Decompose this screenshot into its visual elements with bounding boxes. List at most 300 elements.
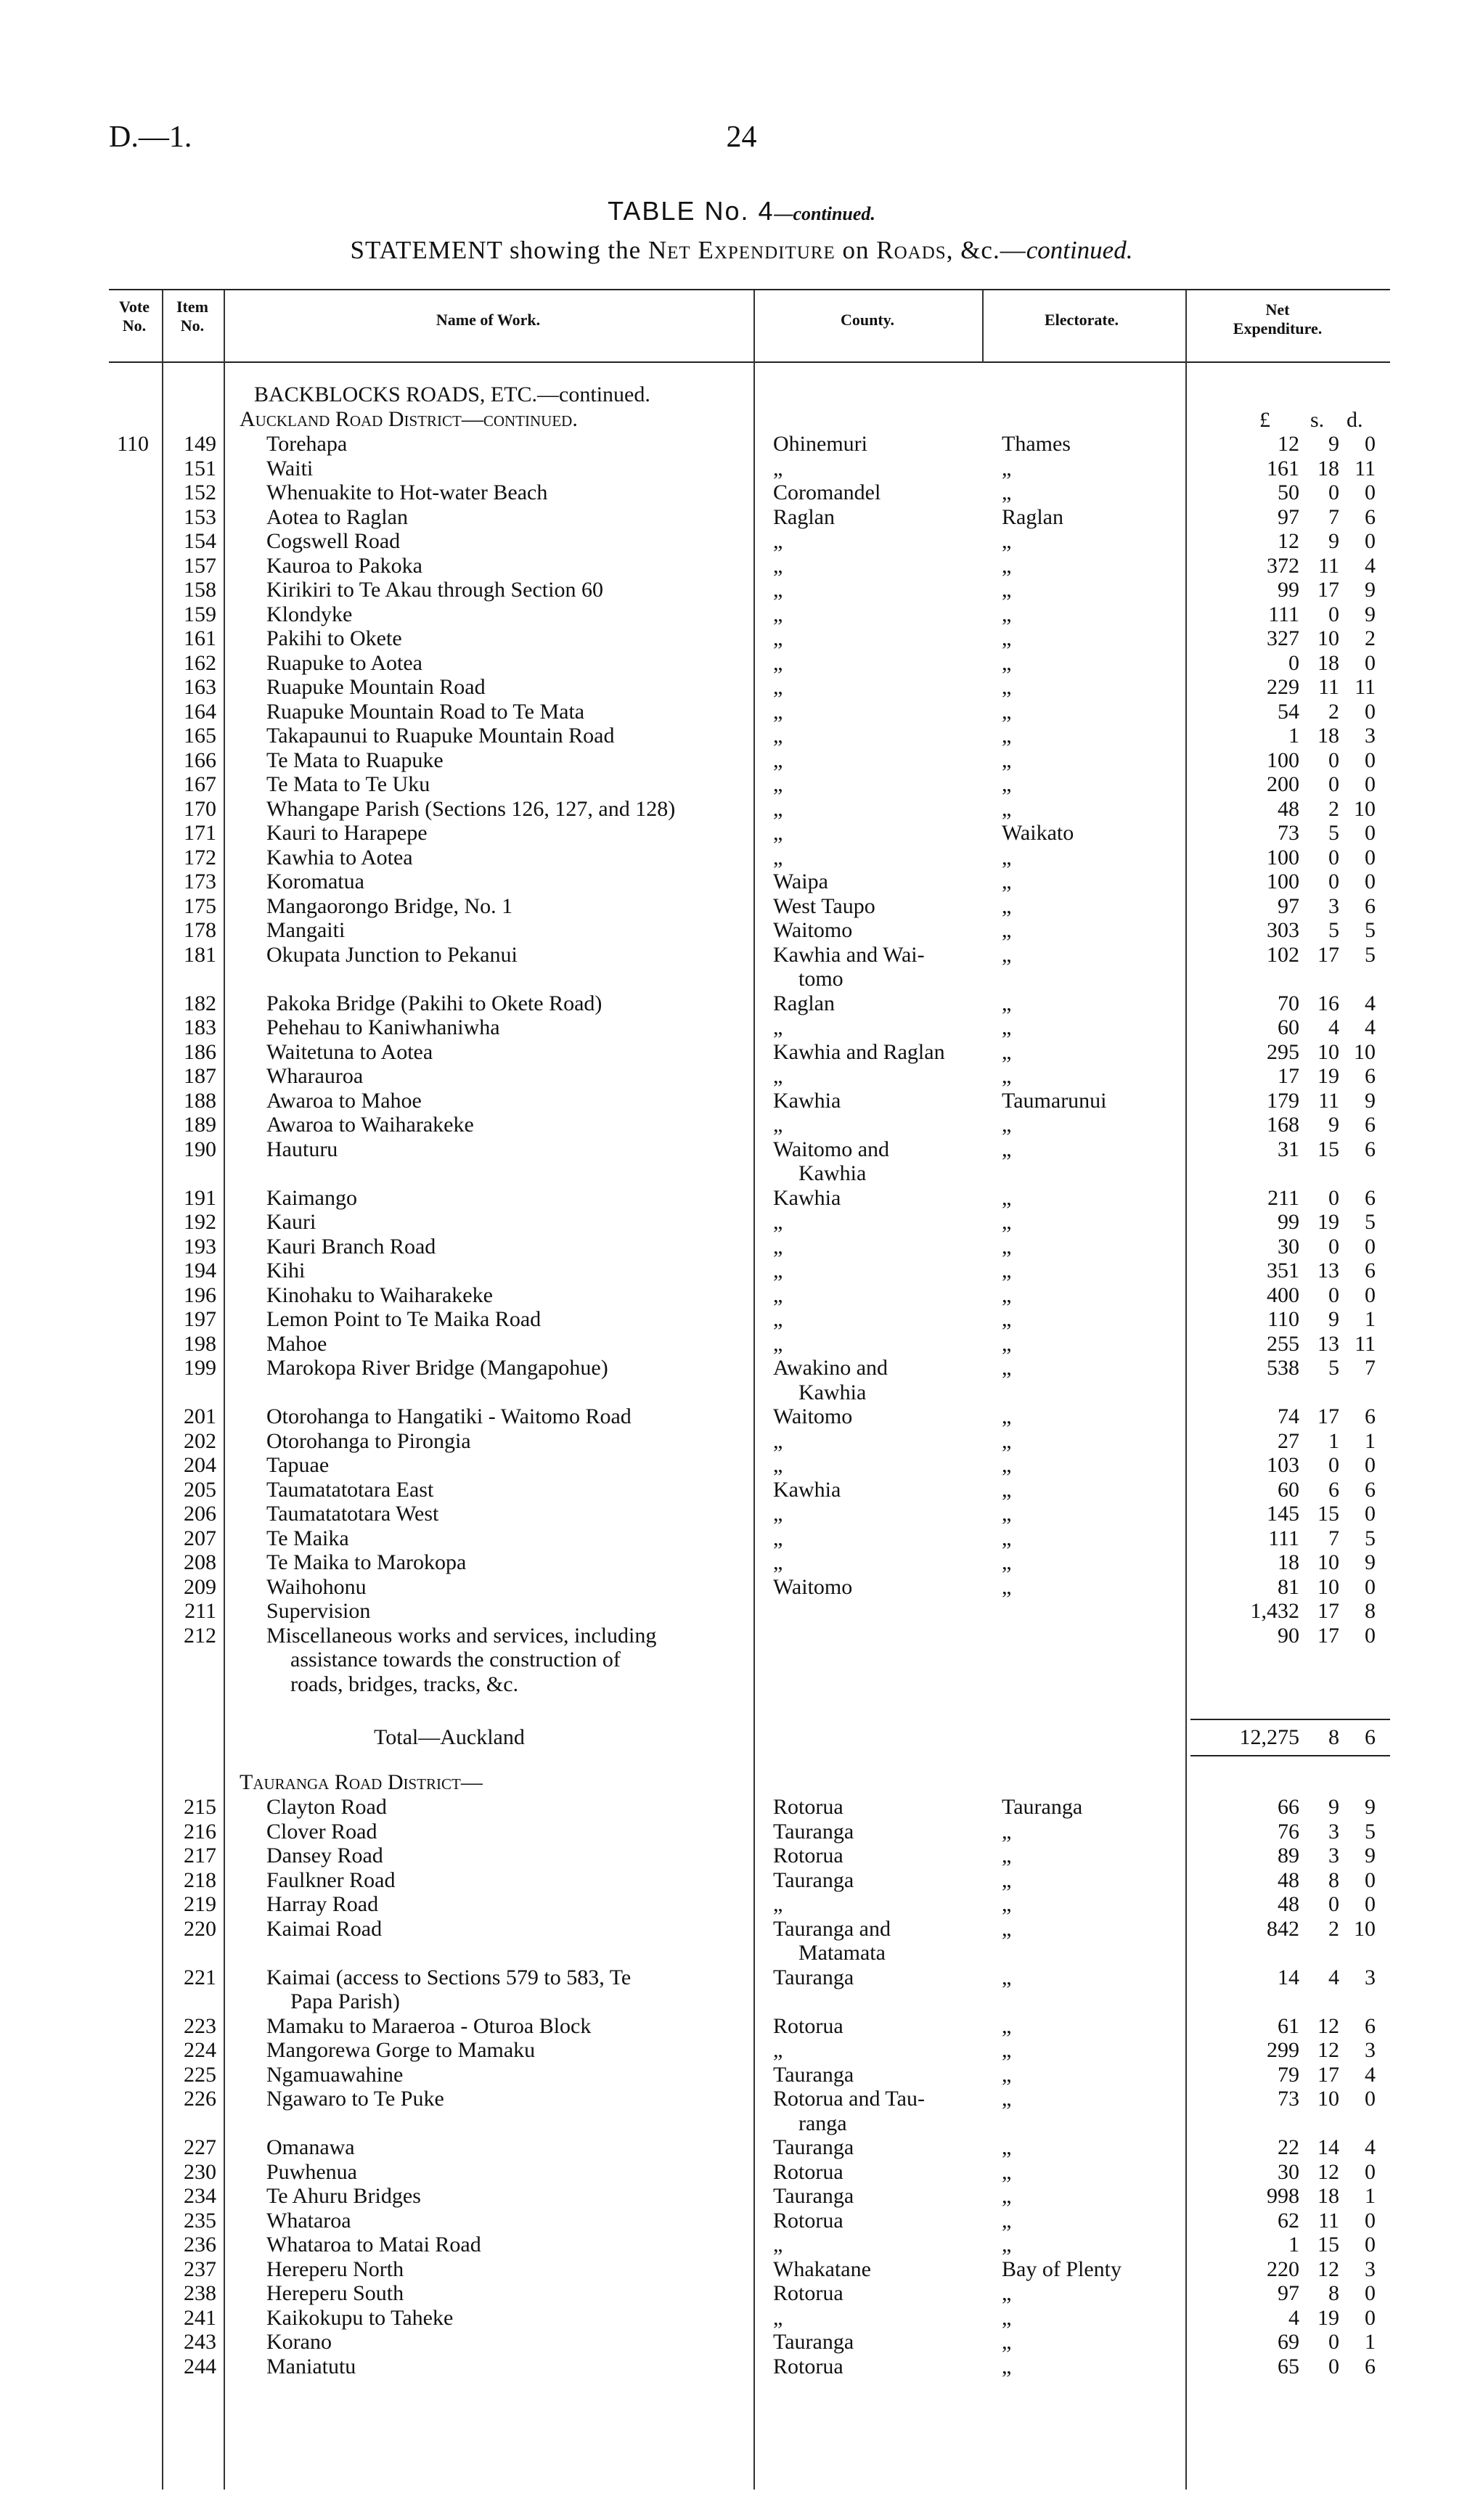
work-name: Kaimai Road (266, 1916, 383, 1941)
work-name: Cogswell Road (266, 529, 401, 553)
expenditure-shillings: 7 (1328, 504, 1339, 529)
county-name: Rotorua (773, 2354, 843, 2378)
work-name: Hereperu North (266, 2257, 404, 2281)
expenditure-pence: 4 (1365, 2135, 1376, 2159)
expenditure-pence: 0 (1365, 748, 1376, 772)
expenditure-pounds: 111 (1268, 1526, 1299, 1550)
expenditure-pounds: 998 (1267, 2184, 1299, 2208)
item-number: 151 (184, 456, 216, 480)
item-number: 152 (184, 480, 216, 504)
work-name: Te Maika to Marokopa (266, 1550, 467, 1574)
electorate-name: „ (1002, 1477, 1012, 1502)
district-heading-auckland: Auckland Road District—continued. (240, 407, 578, 431)
expenditure-shillings: 19 (1317, 1064, 1339, 1088)
work-name: Harray Road (266, 1892, 379, 1916)
expenditure-pence: 0 (1365, 1502, 1376, 1526)
work-name: Kaimango (266, 1185, 357, 1210)
county-name: Waitomo (773, 1574, 853, 1599)
expenditure-pence: 0 (1365, 432, 1376, 456)
item-number: 237 (184, 2257, 216, 2281)
expenditure-shillings: 7 (1328, 1526, 1339, 1550)
expenditure-shillings: 9 (1328, 1307, 1339, 1331)
work-name: Maniatutu (266, 2354, 356, 2378)
expenditure-pounds: 69 (1278, 2330, 1299, 2354)
county-name: „ (773, 1428, 783, 1453)
work-name: Kaimai (access to Sections 579 to 583, Te (266, 1965, 632, 1989)
work-name: Ngawaro to Te Puke (266, 2087, 444, 2111)
work-name: Taumatatotara West (266, 1502, 439, 1526)
statement-roads: Roads (876, 236, 947, 264)
item-number: 190 (184, 1137, 216, 1161)
item-number: 196 (184, 1282, 216, 1307)
expenditure-pounds: 100 (1267, 870, 1299, 893)
item-number: 216 (184, 1819, 216, 1844)
work-name: Aotea to Raglan (266, 504, 408, 529)
expenditure-pounds: 1 (1288, 2233, 1299, 2257)
header-item-no: Item No. (176, 298, 208, 335)
expenditure-pence: 4 (1365, 2062, 1376, 2087)
page-number: 24 (726, 120, 757, 154)
electorate-name: „ (1002, 480, 1012, 504)
expenditure-pounds: 48 (1278, 1892, 1299, 1916)
expenditure-shillings: 10 (1317, 1039, 1339, 1064)
item-number: 204 (184, 1453, 216, 1477)
expenditure-pounds: 30 (1278, 1234, 1299, 1259)
county-name: Rotorua (773, 2208, 843, 2233)
expenditure-pence: 11 (1355, 456, 1376, 480)
work-name: Otorohanga to Hangatiki - Waitomo Road (266, 1404, 632, 1428)
electorate-name: „ (1002, 602, 1012, 626)
expenditure-pence: 0 (1365, 1574, 1376, 1599)
work-name: Torehapa (266, 432, 348, 456)
electorate-name: Taumarunui (1002, 1088, 1107, 1113)
work-name: Kirikiri to Te Akau through Section 60 (266, 578, 603, 602)
expenditure-pounds: 48 (1278, 1868, 1299, 1892)
expenditure-pence: 11 (1355, 1331, 1376, 1356)
expenditure-shillings: 0 (1328, 845, 1339, 870)
item-number: 224 (184, 2038, 216, 2062)
electorate-name: „ (1002, 942, 1012, 967)
item-number: 241 (184, 2305, 216, 2330)
statement-continued: continued. (1026, 236, 1133, 264)
expenditure-shillings: 17 (1317, 578, 1339, 602)
county-name: „ (773, 1064, 783, 1088)
county-name: „ (773, 602, 783, 626)
work-name: Kauri to Harapepe (266, 821, 428, 845)
county-name: „ (773, 650, 783, 675)
county-name: Tauranga (773, 1868, 854, 1892)
expenditure-pence: 6 (1365, 1259, 1376, 1282)
county-name: „ (773, 1015, 783, 1039)
expenditure-pounds: 27 (1278, 1428, 1299, 1453)
work-name: Hereperu South (266, 2281, 404, 2305)
expenditure-pence: 0 (1365, 870, 1376, 893)
county-name: Rotorua (773, 1844, 843, 1868)
county-name: „ (773, 1282, 783, 1307)
expenditure-pounds: 14 (1278, 1965, 1299, 1989)
electorate-name: „ (1002, 675, 1012, 699)
county-name-continued: tomo (798, 967, 843, 991)
electorate-name: „ (1002, 772, 1012, 796)
work-name: Te Mata to Ruapuke (266, 748, 444, 772)
work-name: Mamaku to Maraeroa - Oturoa Block (266, 2013, 592, 2038)
county-name: „ (773, 1259, 783, 1282)
item-number: 173 (184, 870, 216, 893)
electorate-name: „ (1002, 1526, 1012, 1550)
item-number: 182 (184, 991, 216, 1015)
expenditure-pence: 0 (1365, 1453, 1376, 1477)
expenditure-pence: 6 (1365, 893, 1376, 918)
currency-pence-label: d. (1347, 408, 1363, 432)
total-auckland-shillings: 8 (1328, 1725, 1339, 1749)
electorate-name: Waikato (1002, 821, 1074, 845)
expenditure-shillings: 18 (1317, 456, 1339, 480)
work-name: Kauri Branch Road (266, 1234, 436, 1259)
electorate-name: „ (1002, 2233, 1012, 2257)
item-number: 207 (184, 1526, 216, 1550)
county-name: Kawhia (773, 1477, 841, 1502)
expenditure-pounds: 66 (1278, 1795, 1299, 1819)
electorate-name: „ (1002, 2305, 1012, 2330)
currency-pounds-label: £ (1259, 408, 1270, 432)
item-number: 191 (184, 1185, 216, 1210)
county-name: „ (773, 1453, 783, 1477)
county-name: West Taupo (773, 893, 875, 918)
expenditure-pounds: 538 (1267, 1356, 1299, 1380)
expenditure-pence: 5 (1365, 942, 1376, 967)
county-name: „ (773, 2305, 783, 2330)
expenditure-pounds: 4 (1288, 2305, 1299, 2330)
item-number: 227 (184, 2135, 216, 2159)
expenditure-pounds: 12 (1278, 432, 1299, 456)
electorate-name: „ (1002, 553, 1012, 578)
county-name-continued: Kawhia (798, 1161, 867, 1185)
expenditure-pence: 5 (1365, 1210, 1376, 1234)
expenditure-pence: 2 (1365, 626, 1376, 650)
item-number: 199 (184, 1356, 216, 1380)
work-name: Faulkner Road (266, 1868, 396, 1892)
county-name: Whakatane (773, 2257, 871, 2281)
expenditure-shillings: 0 (1328, 1185, 1339, 1210)
expenditure-shillings: 10 (1317, 1550, 1339, 1574)
expenditure-pounds: 89 (1278, 1844, 1299, 1868)
expenditure-shillings: 9 (1328, 529, 1339, 553)
work-name: Omanawa (266, 2135, 355, 2159)
expenditure-shillings: 15 (1317, 2233, 1339, 2257)
item-number: 186 (184, 1039, 216, 1064)
item-number: 205 (184, 1477, 216, 1502)
expenditure-shillings: 16 (1317, 991, 1339, 1015)
electorate-name: „ (1002, 2087, 1012, 2111)
county-name-continued: Matamata (798, 1941, 886, 1965)
expenditure-pence: 1 (1365, 2184, 1376, 2208)
item-number: 218 (184, 1868, 216, 1892)
electorate-name: „ (1002, 2281, 1012, 2305)
county-name: Waipa (773, 870, 828, 893)
electorate-name: „ (1002, 1404, 1012, 1428)
item-number: 197 (184, 1307, 216, 1331)
work-name: Klondyke (266, 602, 353, 626)
item-number: 236 (184, 2233, 216, 2257)
electorate-name: „ (1002, 796, 1012, 821)
county-name: „ (773, 724, 783, 748)
total-auckland-label: Total—Auckland (374, 1725, 525, 1749)
expenditure-pence: 6 (1365, 2354, 1376, 2378)
expenditure-shillings: 2 (1328, 796, 1339, 821)
expenditure-pounds: 327 (1267, 626, 1299, 650)
page-reference: D.—1. (109, 120, 192, 154)
work-name: Kihi (266, 1259, 306, 1282)
county-name: „ (773, 1892, 783, 1916)
electorate-name: „ (1002, 1428, 1012, 1453)
work-name: Supervision (266, 1599, 371, 1623)
work-name: Awaroa to Mahoe (266, 1088, 422, 1113)
item-number: 223 (184, 2013, 216, 2038)
item-number: 221 (184, 1965, 216, 1989)
expenditure-shillings: 10 (1317, 1574, 1339, 1599)
electorate-name: „ (1002, 650, 1012, 675)
total-bottom-rule (1190, 1755, 1390, 1756)
expenditure-shillings: 8 (1328, 2281, 1339, 2305)
expenditure-shillings: 11 (1318, 2208, 1339, 2233)
item-number: 157 (184, 553, 216, 578)
work-name: Ruapuke to Aotea (266, 650, 422, 675)
item-number: 226 (184, 2087, 216, 2111)
electorate-name: „ (1002, 456, 1012, 480)
expenditure-shillings: 17 (1317, 1599, 1339, 1623)
expenditure-pence: 11 (1355, 675, 1376, 699)
electorate-name: „ (1002, 1453, 1012, 1477)
work-name: Okupata Junction to Pekanui (266, 942, 518, 967)
work-name: Kawhia to Aotea (266, 845, 413, 870)
electorate-name: „ (1002, 1015, 1012, 1039)
electorate-name: „ (1002, 2330, 1012, 2354)
electorate-name: „ (1002, 2135, 1012, 2159)
header-net-expenditure: Net Expenditure. (1233, 300, 1323, 338)
electorate-name: „ (1002, 529, 1012, 553)
item-number: 158 (184, 578, 216, 602)
expenditure-shillings: 17 (1317, 1404, 1339, 1428)
county-name: Waitomo (773, 918, 853, 942)
expenditure-pence: 0 (1365, 2087, 1376, 2111)
expenditure-pence: 5 (1365, 1526, 1376, 1550)
expenditure-shillings: 4 (1328, 1015, 1339, 1039)
expenditure-shillings: 12 (1317, 2013, 1339, 2038)
expenditure-pounds: 842 (1267, 1916, 1299, 1941)
work-name: Clover Road (266, 1819, 377, 1844)
expenditure-pounds: 1,432 (1250, 1599, 1299, 1623)
county-name: Coromandel (773, 480, 881, 504)
item-number: 164 (184, 699, 216, 724)
work-name: Te Maika (266, 1526, 349, 1550)
expenditure-pounds: 17 (1278, 1064, 1299, 1088)
expenditure-pence: 4 (1365, 991, 1376, 1015)
item-number: 159 (184, 602, 216, 626)
work-name: Te Mata to Te Uku (266, 772, 430, 796)
item-number: 162 (184, 650, 216, 675)
work-name: Ngamuawahine (266, 2062, 404, 2087)
electorate-name: „ (1002, 1356, 1012, 1380)
item-number: 206 (184, 1502, 216, 1526)
electorate-name: „ (1002, 991, 1012, 1015)
expenditure-pounds: 100 (1267, 748, 1299, 772)
item-number: 189 (184, 1113, 216, 1137)
county-name: Rotorua and Tau- (773, 2087, 925, 2111)
item-number: 178 (184, 918, 216, 942)
item-number: 153 (184, 504, 216, 529)
expenditure-pence: 9 (1365, 1795, 1376, 1819)
expenditure-shillings: 18 (1317, 2184, 1339, 2208)
electorate-name: „ (1002, 1234, 1012, 1259)
county-name: Raglan (773, 991, 835, 1015)
expenditure-pence: 3 (1365, 724, 1376, 748)
expenditure-pounds: 211 (1267, 1185, 1299, 1210)
expenditure-pounds: 31 (1278, 1137, 1299, 1161)
county-name: Kawhia and Wai- (773, 942, 925, 967)
expenditure-pence: 6 (1365, 1185, 1376, 1210)
work-name: Dansey Road (266, 1844, 383, 1868)
expenditure-pounds: 60 (1278, 1015, 1299, 1039)
expenditure-shillings: 11 (1318, 1088, 1339, 1113)
expenditure-shillings: 4 (1328, 1965, 1339, 1989)
electorate-name: „ (1002, 578, 1012, 602)
county-name: Waitomo (773, 1404, 853, 1428)
electorate-name: „ (1002, 1137, 1012, 1161)
expenditure-shillings: 10 (1317, 626, 1339, 650)
county-name: Tauranga (773, 2062, 854, 2087)
expenditure-pence: 1 (1365, 2330, 1376, 2354)
expenditure-pounds: 76 (1278, 1819, 1299, 1844)
expenditure-pounds: 110 (1267, 1307, 1299, 1331)
expenditure-pounds: 22 (1278, 2135, 1299, 2159)
expenditure-pounds: 179 (1267, 1088, 1299, 1113)
header-electorate: Electorate. (1045, 311, 1119, 329)
expenditure-pence: 5 (1365, 1819, 1376, 1844)
expenditure-pence: 0 (1365, 772, 1376, 796)
expenditure-shillings: 0 (1328, 2354, 1339, 2378)
electorate-name: „ (1002, 2062, 1012, 2087)
expenditure-pence: 0 (1365, 1234, 1376, 1259)
item-number: 225 (184, 2062, 216, 2087)
county-name: „ (773, 796, 783, 821)
header-county: County. (841, 311, 894, 329)
electorate-name: Raglan (1002, 504, 1063, 529)
expenditure-pence: 4 (1365, 553, 1376, 578)
item-number: 244 (184, 2354, 216, 2378)
work-name: Waitetuna to Aotea (266, 1039, 433, 1064)
expenditure-pence: 0 (1365, 2159, 1376, 2184)
county-name: „ (773, 1502, 783, 1526)
expenditure-pence: 0 (1365, 2281, 1376, 2305)
work-name: Te Ahuru Bridges (266, 2184, 421, 2208)
expenditure-pounds: 60 (1278, 1477, 1299, 1502)
expenditure-pounds: 200 (1267, 772, 1299, 796)
work-name: Ruapuke Mountain Road (266, 675, 486, 699)
county-name: Kawhia (773, 1185, 841, 1210)
county-name: „ (773, 1526, 783, 1550)
expenditure-shillings: 6 (1328, 1477, 1339, 1502)
header-name-of-work: Name of Work. (436, 311, 541, 329)
work-name: Marokopa River Bridge (Mangapohue) (266, 1356, 608, 1380)
expenditure-shillings: 0 (1328, 748, 1339, 772)
electorate-name: „ (1002, 1331, 1012, 1356)
work-name: Whataroa (266, 2208, 351, 2233)
expenditure-pounds: 12 (1278, 529, 1299, 553)
expenditure-pence: 9 (1365, 602, 1376, 626)
statement-net-expenditure: Net Expenditure (647, 236, 836, 264)
expenditure-pounds: 220 (1267, 2257, 1299, 2281)
electorate-name: „ (1002, 626, 1012, 650)
expenditure-pounds: 48 (1278, 796, 1299, 821)
expenditure-pounds: 97 (1278, 2281, 1299, 2305)
expenditure-shillings: 0 (1328, 1453, 1339, 1477)
county-name: „ (773, 821, 783, 845)
expenditure-pence: 6 (1365, 1404, 1376, 1428)
expenditure-shillings: 12 (1317, 2257, 1339, 2281)
item-number: 194 (184, 1259, 216, 1282)
county-name: „ (773, 2038, 783, 2062)
work-name: Pakihi to Okete (266, 626, 402, 650)
work-name-continued: assistance towards the construction of (290, 1648, 621, 1672)
county-name: „ (773, 529, 783, 553)
county-name: Raglan (773, 504, 835, 529)
work-name: Taumatatotara East (266, 1477, 434, 1502)
electorate-name: „ (1002, 1844, 1012, 1868)
expenditure-shillings: 12 (1317, 2159, 1339, 2184)
vote-number: 110 (117, 432, 149, 456)
county-name: Kawhia and Raglan (773, 1039, 945, 1064)
expenditure-shillings: 0 (1328, 1234, 1339, 1259)
county-name: „ (773, 1234, 783, 1259)
expenditure-pounds: 18 (1278, 1550, 1299, 1574)
electorate-name: „ (1002, 918, 1012, 942)
expenditure-pence: 8 (1365, 1599, 1376, 1623)
county-name: „ (773, 845, 783, 870)
expenditure-pounds: 90 (1278, 1623, 1299, 1648)
electorate-name: „ (1002, 2038, 1012, 2062)
expenditure-pence: 1 (1365, 1307, 1376, 1331)
item-number: 201 (184, 1404, 216, 1428)
county-name: Tauranga (773, 1965, 854, 1989)
item-number: 243 (184, 2330, 216, 2354)
county-name: „ (773, 578, 783, 602)
work-name: Kauroa to Pakoka (266, 553, 422, 578)
expenditure-pounds: 99 (1278, 1210, 1299, 1234)
expenditure-pence: 6 (1365, 504, 1376, 529)
expenditure-shillings: 14 (1317, 2135, 1339, 2159)
electorate-name: „ (1002, 1210, 1012, 1234)
electorate-name: „ (1002, 1307, 1012, 1331)
expenditure-pounds: 111 (1268, 602, 1299, 626)
item-number: 171 (184, 821, 216, 845)
work-name-continued: Papa Parish) (290, 1989, 400, 2013)
expenditure-pounds: 54 (1278, 699, 1299, 724)
item-number: 175 (184, 893, 216, 918)
expenditure-shillings: 8 (1328, 1868, 1339, 1892)
expenditure-pence: 0 (1365, 845, 1376, 870)
county-name: Waitomo and (773, 1137, 890, 1161)
expenditure-shillings: 0 (1328, 602, 1339, 626)
item-number: 154 (184, 529, 216, 553)
electorate-name: „ (1002, 2208, 1012, 2233)
county-name: Ohinemuri (773, 432, 867, 456)
work-name: Mangaorongo Bridge, No. 1 (266, 893, 513, 918)
item-number: 235 (184, 2208, 216, 2233)
expenditure-pence: 6 (1365, 1477, 1376, 1502)
item-number: 149 (184, 432, 216, 456)
work-name: Ruapuke Mountain Road to Te Mata (266, 699, 585, 724)
county-name: „ (773, 1550, 783, 1574)
